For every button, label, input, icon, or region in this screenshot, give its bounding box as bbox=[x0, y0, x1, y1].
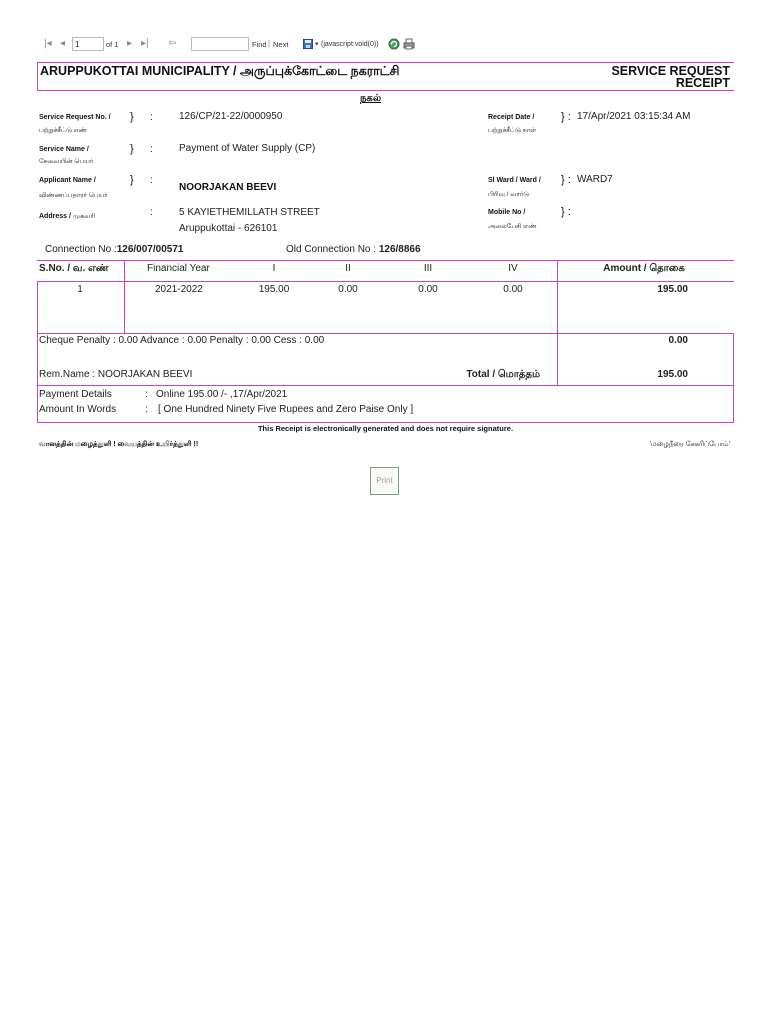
first-page-icon[interactable]: |◂ bbox=[44, 38, 52, 49]
applicant-name-label: Applicant Name / bbox=[39, 177, 96, 184]
page-of-label: of 1 bbox=[106, 40, 119, 49]
service-name-colon: : bbox=[150, 144, 153, 155]
service-request-no-label-ta: பற்றுச்சீட்டு எண் bbox=[39, 127, 88, 134]
table-header-top-border bbox=[37, 260, 734, 261]
col-header-i: I bbox=[272, 263, 276, 274]
table-row-sno: 1 bbox=[77, 284, 83, 295]
slogan-right: 'மழைநீரை சேகரிப்போம்' bbox=[649, 441, 730, 448]
copy-label: நகல் bbox=[360, 93, 382, 104]
ward-label: Sl Ward / Ward / bbox=[488, 177, 541, 184]
service-request-no-value: 126/CP/21-22/0000950 bbox=[179, 111, 283, 122]
table-row-iii: 0.00 bbox=[418, 284, 438, 295]
table-body-left-border bbox=[37, 281, 38, 333]
export-dropdown-icon[interactable]: ▾ bbox=[315, 41, 319, 48]
electronic-receipt-note: This Receipt is electronically generated and does not require signature. bbox=[257, 424, 514, 433]
address-label-ta: முகவரி bbox=[72, 213, 96, 220]
find-link[interactable]: Find bbox=[252, 40, 267, 49]
address-colon: : bbox=[150, 207, 153, 218]
back-icon[interactable]: ⇦ bbox=[168, 38, 177, 49]
receipt-date-label-ta: பற்றுச்சீட்டு நாள் bbox=[488, 127, 537, 134]
penalty-amount: 0.00 bbox=[668, 335, 688, 346]
remitter-name: Rem.Name : NOORJAKAN BEEVI bbox=[39, 369, 193, 380]
connection-no bbox=[45, 243, 183, 256]
table-col-divider-1 bbox=[124, 260, 125, 333]
col-header-iii: III bbox=[423, 263, 433, 274]
col-header-amount: Amount / தொகை bbox=[603, 263, 685, 274]
service-name-value: Payment of Water Supply (CP) bbox=[179, 143, 316, 154]
amount-in-words-value: [ One Hundred Ninety Five Rupees and Zero Paise Only ] bbox=[158, 404, 414, 415]
find-input[interactable] bbox=[191, 37, 249, 51]
address-line2: Aruppukottai - 626101 bbox=[179, 223, 278, 234]
export-icon[interactable] bbox=[303, 37, 314, 48]
table-row-amount: 195.00 bbox=[657, 284, 688, 295]
payment-box-right-border bbox=[733, 385, 734, 422]
receipt-title-line1: SERVICE REQUEST bbox=[611, 64, 730, 78]
col-header-sno: S.No. / வ. எண் bbox=[39, 263, 109, 274]
receipt-left-border bbox=[37, 62, 38, 90]
old-connection-no-label: Old Connection No : bbox=[286, 244, 377, 255]
print-button[interactable]: Print bbox=[370, 467, 399, 495]
payment-details-value: Online 195.00 /- ,17/Apr/2021 bbox=[156, 389, 288, 400]
ward-value: WARD7 bbox=[577, 174, 613, 185]
table-row-ii: 0.00 bbox=[338, 284, 358, 295]
report-toolbar bbox=[40, 36, 420, 54]
print-icon[interactable] bbox=[403, 37, 415, 49]
service-request-no-label: Service Request No. / bbox=[39, 114, 111, 121]
amount-in-words-label: Amount In Words bbox=[39, 404, 117, 415]
penalty-details: Cheque Penalty : 0.00 Advance : 0.00 Penalty : 0.00 Cess : 0.00 bbox=[39, 335, 325, 346]
penalty-box-left-border bbox=[37, 333, 38, 385]
mobile-brace: } : bbox=[561, 206, 571, 218]
service-request-no-brace: } bbox=[130, 111, 134, 123]
total-amount: 195.00 bbox=[657, 369, 688, 380]
payment-box-left-border bbox=[37, 385, 38, 422]
next-link[interactable]: Next bbox=[273, 40, 289, 49]
next-page-icon[interactable]: ▸ bbox=[127, 38, 133, 49]
service-name-brace: } bbox=[130, 143, 134, 155]
receipt-date-label: Receipt Date / bbox=[488, 114, 535, 121]
service-name-label: Service Name / bbox=[39, 146, 89, 153]
applicant-name-brace: } bbox=[130, 174, 134, 186]
connection-no-label: Connection No : bbox=[45, 244, 117, 255]
last-page-icon[interactable]: ▸| bbox=[141, 38, 149, 49]
municipality-title: ARUPPUKOTTAI MUNICIPALITY / அருப்புக்கோட்டை நகராட்சி bbox=[40, 64, 400, 78]
page-number-input[interactable] bbox=[72, 37, 104, 51]
service-name-label-ta: சேவையின் பெயர் bbox=[39, 158, 94, 165]
refresh-icon[interactable] bbox=[388, 37, 400, 49]
slogan-left: வானத்தின் மழைத்துளி ! வையத்தின் உயிர்த்துளி !! bbox=[39, 441, 199, 448]
table-row-iv: 0.00 bbox=[503, 284, 523, 295]
find-next-separator: | bbox=[268, 39, 271, 48]
export-link[interactable]: (javascript:void(0)) bbox=[321, 41, 379, 48]
address-line1: 5 KAYIETHEMILLATH STREET bbox=[179, 207, 320, 218]
mobile-label: Mobile No / bbox=[488, 209, 526, 216]
table-bottom-border bbox=[37, 333, 734, 334]
address-label-en: Address / bbox=[39, 213, 71, 220]
address-label bbox=[39, 212, 95, 221]
receipt-title-line2: RECEIPT bbox=[675, 76, 730, 90]
payment-box-bottom-border bbox=[37, 422, 734, 423]
old-connection-no-value: 126/8866 bbox=[378, 244, 421, 255]
col-header-financial-year: Financial Year bbox=[147, 263, 210, 274]
receipt-date-value: 17/Apr/2021 03:15:34 AM bbox=[577, 111, 691, 122]
table-row-i: 195.00 bbox=[258, 284, 290, 295]
ward-brace: } : bbox=[561, 174, 571, 186]
applicant-name-colon: : bbox=[150, 175, 153, 186]
penalty-box-right-border bbox=[733, 333, 734, 385]
penalty-box-bottom-border bbox=[37, 385, 734, 386]
receipt-title-underline bbox=[37, 90, 734, 91]
receipt-date-brace: } : bbox=[561, 111, 571, 123]
table-header-bottom-border bbox=[37, 281, 734, 282]
penalty-amount-divider bbox=[557, 333, 558, 385]
col-header-ii: II bbox=[345, 263, 351, 274]
mobile-label-ta: அலைபேசி எண் bbox=[488, 223, 537, 230]
col-header-iv: IV bbox=[508, 263, 518, 274]
connection-no-value: 126/007/00571 bbox=[116, 244, 184, 255]
total-label: Total / மொத்தம் bbox=[466, 369, 540, 380]
payment-details-label: Payment Details bbox=[39, 389, 112, 400]
table-row-financial-year: 2021-2022 bbox=[155, 284, 203, 295]
applicant-name-value: NOORJAKAN BEEVI bbox=[179, 182, 277, 193]
old-connection-no bbox=[286, 243, 421, 256]
service-request-no-colon: : bbox=[150, 112, 153, 123]
receipt-top-border bbox=[37, 62, 734, 63]
applicant-name-label-ta: விண்ணப்பதாரர் பெயர் bbox=[39, 192, 108, 199]
amount-in-words-colon: : bbox=[145, 404, 148, 415]
ward-label-ta: பிரிவு / வார்டு bbox=[488, 191, 530, 198]
prev-page-icon[interactable]: ◂ bbox=[60, 38, 66, 49]
payment-details-colon: : bbox=[145, 389, 148, 400]
